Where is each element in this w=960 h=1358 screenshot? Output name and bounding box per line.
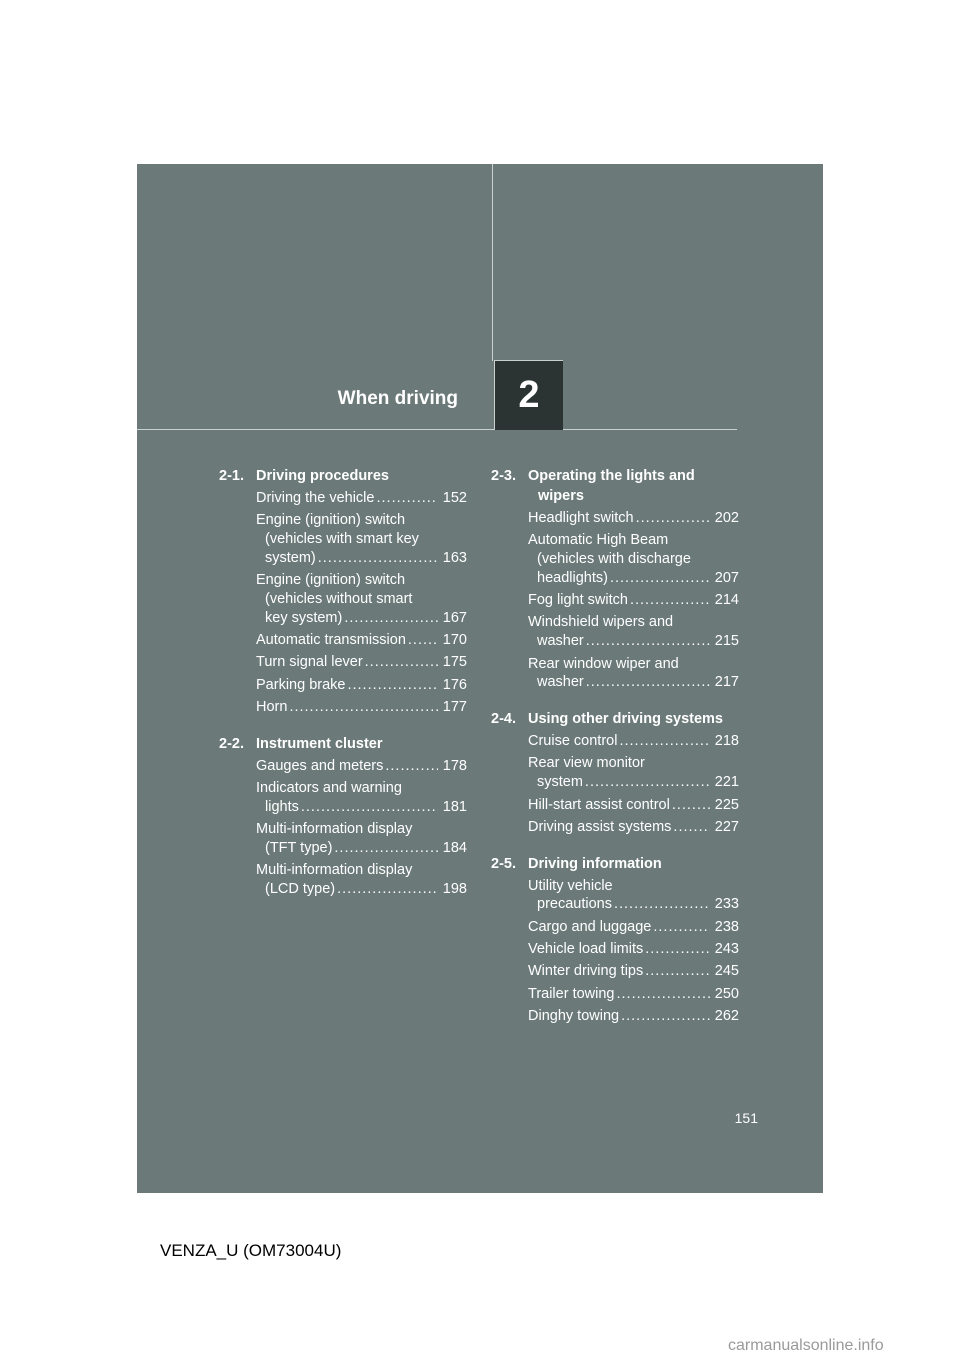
dot-leader bbox=[332, 839, 437, 858]
section-number: 2-3. bbox=[491, 468, 516, 484]
toc-entry[interactable] bbox=[528, 531, 739, 587]
section-title[interactable]: Driving procedures bbox=[256, 468, 389, 484]
toc-entry-text: Horn bbox=[256, 698, 288, 715]
dot-leader bbox=[643, 940, 710, 959]
toc-entry[interactable] bbox=[528, 940, 739, 959]
toc-page-number: 178 bbox=[442, 757, 467, 774]
toc-section bbox=[491, 466, 739, 692]
toc-page-number: 177 bbox=[442, 698, 467, 715]
toc-section bbox=[219, 734, 467, 899]
toc-entry-text: Headlight switch bbox=[528, 510, 634, 526]
toc-entry-text: Trailer towing bbox=[528, 985, 615, 1002]
toc-entry-text: Rear window wiper and bbox=[528, 655, 679, 672]
chapter-number-tab bbox=[494, 360, 563, 430]
toc-entry[interactable] bbox=[528, 877, 739, 915]
dot-leader bbox=[615, 985, 710, 1004]
toc-page-number: 238 bbox=[714, 918, 739, 935]
toc-section bbox=[491, 854, 739, 1026]
toc-entry-text: Automatic transmission bbox=[256, 632, 406, 649]
toc-page-number: 214 bbox=[714, 592, 739, 609]
toc-entry-text: Automatic High Beam bbox=[528, 532, 669, 549]
toc-page-number: 184 bbox=[442, 839, 467, 856]
toc-entry[interactable] bbox=[528, 754, 739, 792]
dot-leader bbox=[406, 631, 438, 650]
toc-entry[interactable] bbox=[256, 698, 467, 717]
toc-entry-text: system) bbox=[265, 549, 316, 566]
toc-page-number: 233 bbox=[714, 896, 739, 913]
toc-page-number: 202 bbox=[714, 510, 739, 526]
toc-entry[interactable] bbox=[528, 613, 739, 651]
watermark: carmanualsonline.info bbox=[728, 1337, 884, 1354]
toc-entry-text: Engine (ignition) switch bbox=[256, 512, 406, 529]
section-title[interactable]: Operating the lights and wipers bbox=[528, 468, 695, 504]
dot-leader bbox=[316, 549, 438, 568]
toc-section bbox=[219, 466, 467, 717]
dot-leader bbox=[628, 591, 710, 610]
toc-page-number: 175 bbox=[442, 654, 467, 671]
dot-leader bbox=[584, 632, 710, 651]
toc-entry[interactable] bbox=[528, 962, 739, 981]
toc-entry[interactable] bbox=[528, 509, 739, 528]
toc-entry-text: (vehicles with discharge bbox=[537, 551, 691, 568]
toc-entry-text: Rear view monitor bbox=[528, 755, 645, 772]
toc-entry-text: Cargo and luggage bbox=[528, 918, 652, 935]
chapter-title: When driving bbox=[337, 388, 458, 409]
toc-entry-text: precautions bbox=[537, 896, 612, 913]
dot-leader bbox=[383, 757, 437, 776]
dot-leader bbox=[634, 509, 710, 528]
section-title[interactable]: Using other driving systems bbox=[528, 711, 723, 728]
toc-entry[interactable] bbox=[256, 779, 467, 817]
page-number: 151 bbox=[734, 1110, 758, 1126]
toc-entry-text: Hill-start assist control bbox=[528, 796, 670, 813]
toc-page-number: 262 bbox=[714, 1007, 739, 1024]
toc-entry[interactable] bbox=[256, 489, 467, 508]
toc-page-number: 181 bbox=[442, 798, 467, 815]
toc-entry[interactable] bbox=[256, 820, 467, 858]
toc-entry-text: Cruise control bbox=[528, 733, 618, 750]
toc-entry[interactable] bbox=[256, 757, 467, 776]
toc-entry-text: Driving assist systems bbox=[528, 818, 672, 835]
toc-page-number: 163 bbox=[442, 549, 467, 566]
dot-leader bbox=[363, 653, 438, 672]
section-number: 2-4. bbox=[491, 711, 516, 728]
section-number: 2-5. bbox=[491, 855, 516, 872]
section-number: 2-1. bbox=[219, 468, 244, 484]
toc-entry-text: Driving the vehicle bbox=[256, 490, 375, 506]
toc-entry-text: (LCD type) bbox=[265, 881, 336, 898]
toc-page-number: 225 bbox=[714, 796, 739, 813]
toc-page-number: 170 bbox=[442, 632, 467, 649]
dot-leader bbox=[299, 798, 438, 817]
toc-entry[interactable] bbox=[528, 732, 739, 751]
toc-entry-text: Gauges and meters bbox=[256, 757, 384, 774]
toc-entry-text: washer bbox=[537, 633, 584, 650]
toc-entry[interactable] bbox=[528, 591, 739, 610]
toc-page-number: 215 bbox=[714, 633, 739, 650]
toc-page-number: 176 bbox=[442, 676, 467, 693]
toc-entry[interactable] bbox=[528, 655, 739, 693]
toc-entry-text: Indicators and warning bbox=[256, 780, 402, 797]
toc-entry-text: Windshield wipers and bbox=[528, 614, 674, 631]
dot-leader bbox=[345, 676, 437, 695]
dot-leader bbox=[608, 569, 710, 588]
toc-page-number: 227 bbox=[714, 818, 739, 835]
vertical-divider bbox=[492, 164, 493, 361]
section-title[interactable]: Driving information bbox=[528, 855, 662, 872]
toc-entry-text: (vehicles with smart key bbox=[265, 531, 419, 548]
toc-page-number: 217 bbox=[714, 674, 739, 691]
toc-entry[interactable] bbox=[528, 1007, 739, 1026]
toc-page-number: 243 bbox=[714, 941, 739, 958]
toc-entry-text: (vehicles without smart bbox=[265, 590, 413, 607]
toc-entry-text: lights bbox=[265, 798, 299, 815]
dot-leader bbox=[671, 818, 709, 837]
toc-page-number: 198 bbox=[442, 881, 467, 898]
toc-page-number: 250 bbox=[714, 985, 739, 1002]
section-number: 2-2. bbox=[219, 735, 244, 752]
toc-entry[interactable] bbox=[528, 918, 739, 937]
toc-entry-text: Fog light switch bbox=[528, 592, 628, 609]
toc-page-number: 207 bbox=[714, 569, 739, 586]
dot-leader bbox=[335, 880, 438, 899]
toc-section bbox=[491, 709, 739, 836]
toc-entry[interactable] bbox=[256, 676, 467, 695]
dot-leader bbox=[612, 895, 710, 914]
toc-entry[interactable] bbox=[528, 818, 739, 837]
toc-column-right bbox=[491, 466, 739, 1043]
toc-entry-text: Dinghy towing bbox=[528, 1007, 620, 1024]
toc-entry[interactable] bbox=[528, 985, 739, 1004]
toc-entry[interactable] bbox=[256, 653, 467, 672]
footer-model-code: VENZA_U (OM73004U) bbox=[160, 1241, 342, 1260]
section-title[interactable]: Instrument cluster bbox=[256, 735, 383, 752]
dot-leader bbox=[619, 1007, 710, 1026]
dot-leader bbox=[342, 609, 437, 628]
toc-page-number: 221 bbox=[714, 774, 739, 791]
toc-entry-text: Vehicle load limits bbox=[528, 941, 644, 958]
toc-entry[interactable] bbox=[256, 511, 467, 567]
toc-entry-text: washer bbox=[537, 674, 584, 691]
toc-page-number: 218 bbox=[714, 733, 739, 750]
toc-page-number: 152 bbox=[442, 490, 467, 506]
dot-leader bbox=[651, 918, 709, 937]
toc-entry-text: Multi-information display bbox=[256, 821, 413, 838]
toc-entry[interactable] bbox=[256, 861, 467, 899]
chapter-number: 2 bbox=[518, 374, 540, 416]
toc-entry[interactable] bbox=[528, 796, 739, 815]
dot-leader bbox=[670, 796, 710, 815]
toc-entry-text: Multi-information display bbox=[256, 862, 413, 879]
toc-entry-text: (TFT type) bbox=[265, 839, 333, 856]
toc-entry-text: Winter driving tips bbox=[528, 963, 644, 980]
toc-entry[interactable] bbox=[256, 631, 467, 650]
toc-entry-text: Parking brake bbox=[256, 676, 346, 693]
dot-leader bbox=[643, 962, 710, 981]
toc-entry[interactable] bbox=[256, 571, 467, 627]
dot-leader bbox=[374, 489, 437, 508]
dot-leader bbox=[617, 732, 709, 751]
header-rule bbox=[137, 429, 737, 430]
toc-entry-text: Utility vehicle bbox=[528, 877, 613, 894]
dot-leader bbox=[583, 773, 710, 792]
dot-leader bbox=[287, 698, 437, 717]
toc-column-left bbox=[219, 466, 467, 916]
dot-leader bbox=[584, 673, 710, 692]
toc-page-number: 245 bbox=[714, 963, 739, 980]
toc-entry-text: Engine (ignition) switch bbox=[256, 572, 406, 589]
toc-entry-text: headlights) bbox=[537, 569, 608, 586]
toc-entry-text: system bbox=[537, 774, 583, 791]
toc-entry-text: key system) bbox=[265, 609, 343, 626]
toc-entry-text: Turn signal lever bbox=[256, 654, 363, 671]
toc-page-number: 167 bbox=[442, 609, 467, 626]
